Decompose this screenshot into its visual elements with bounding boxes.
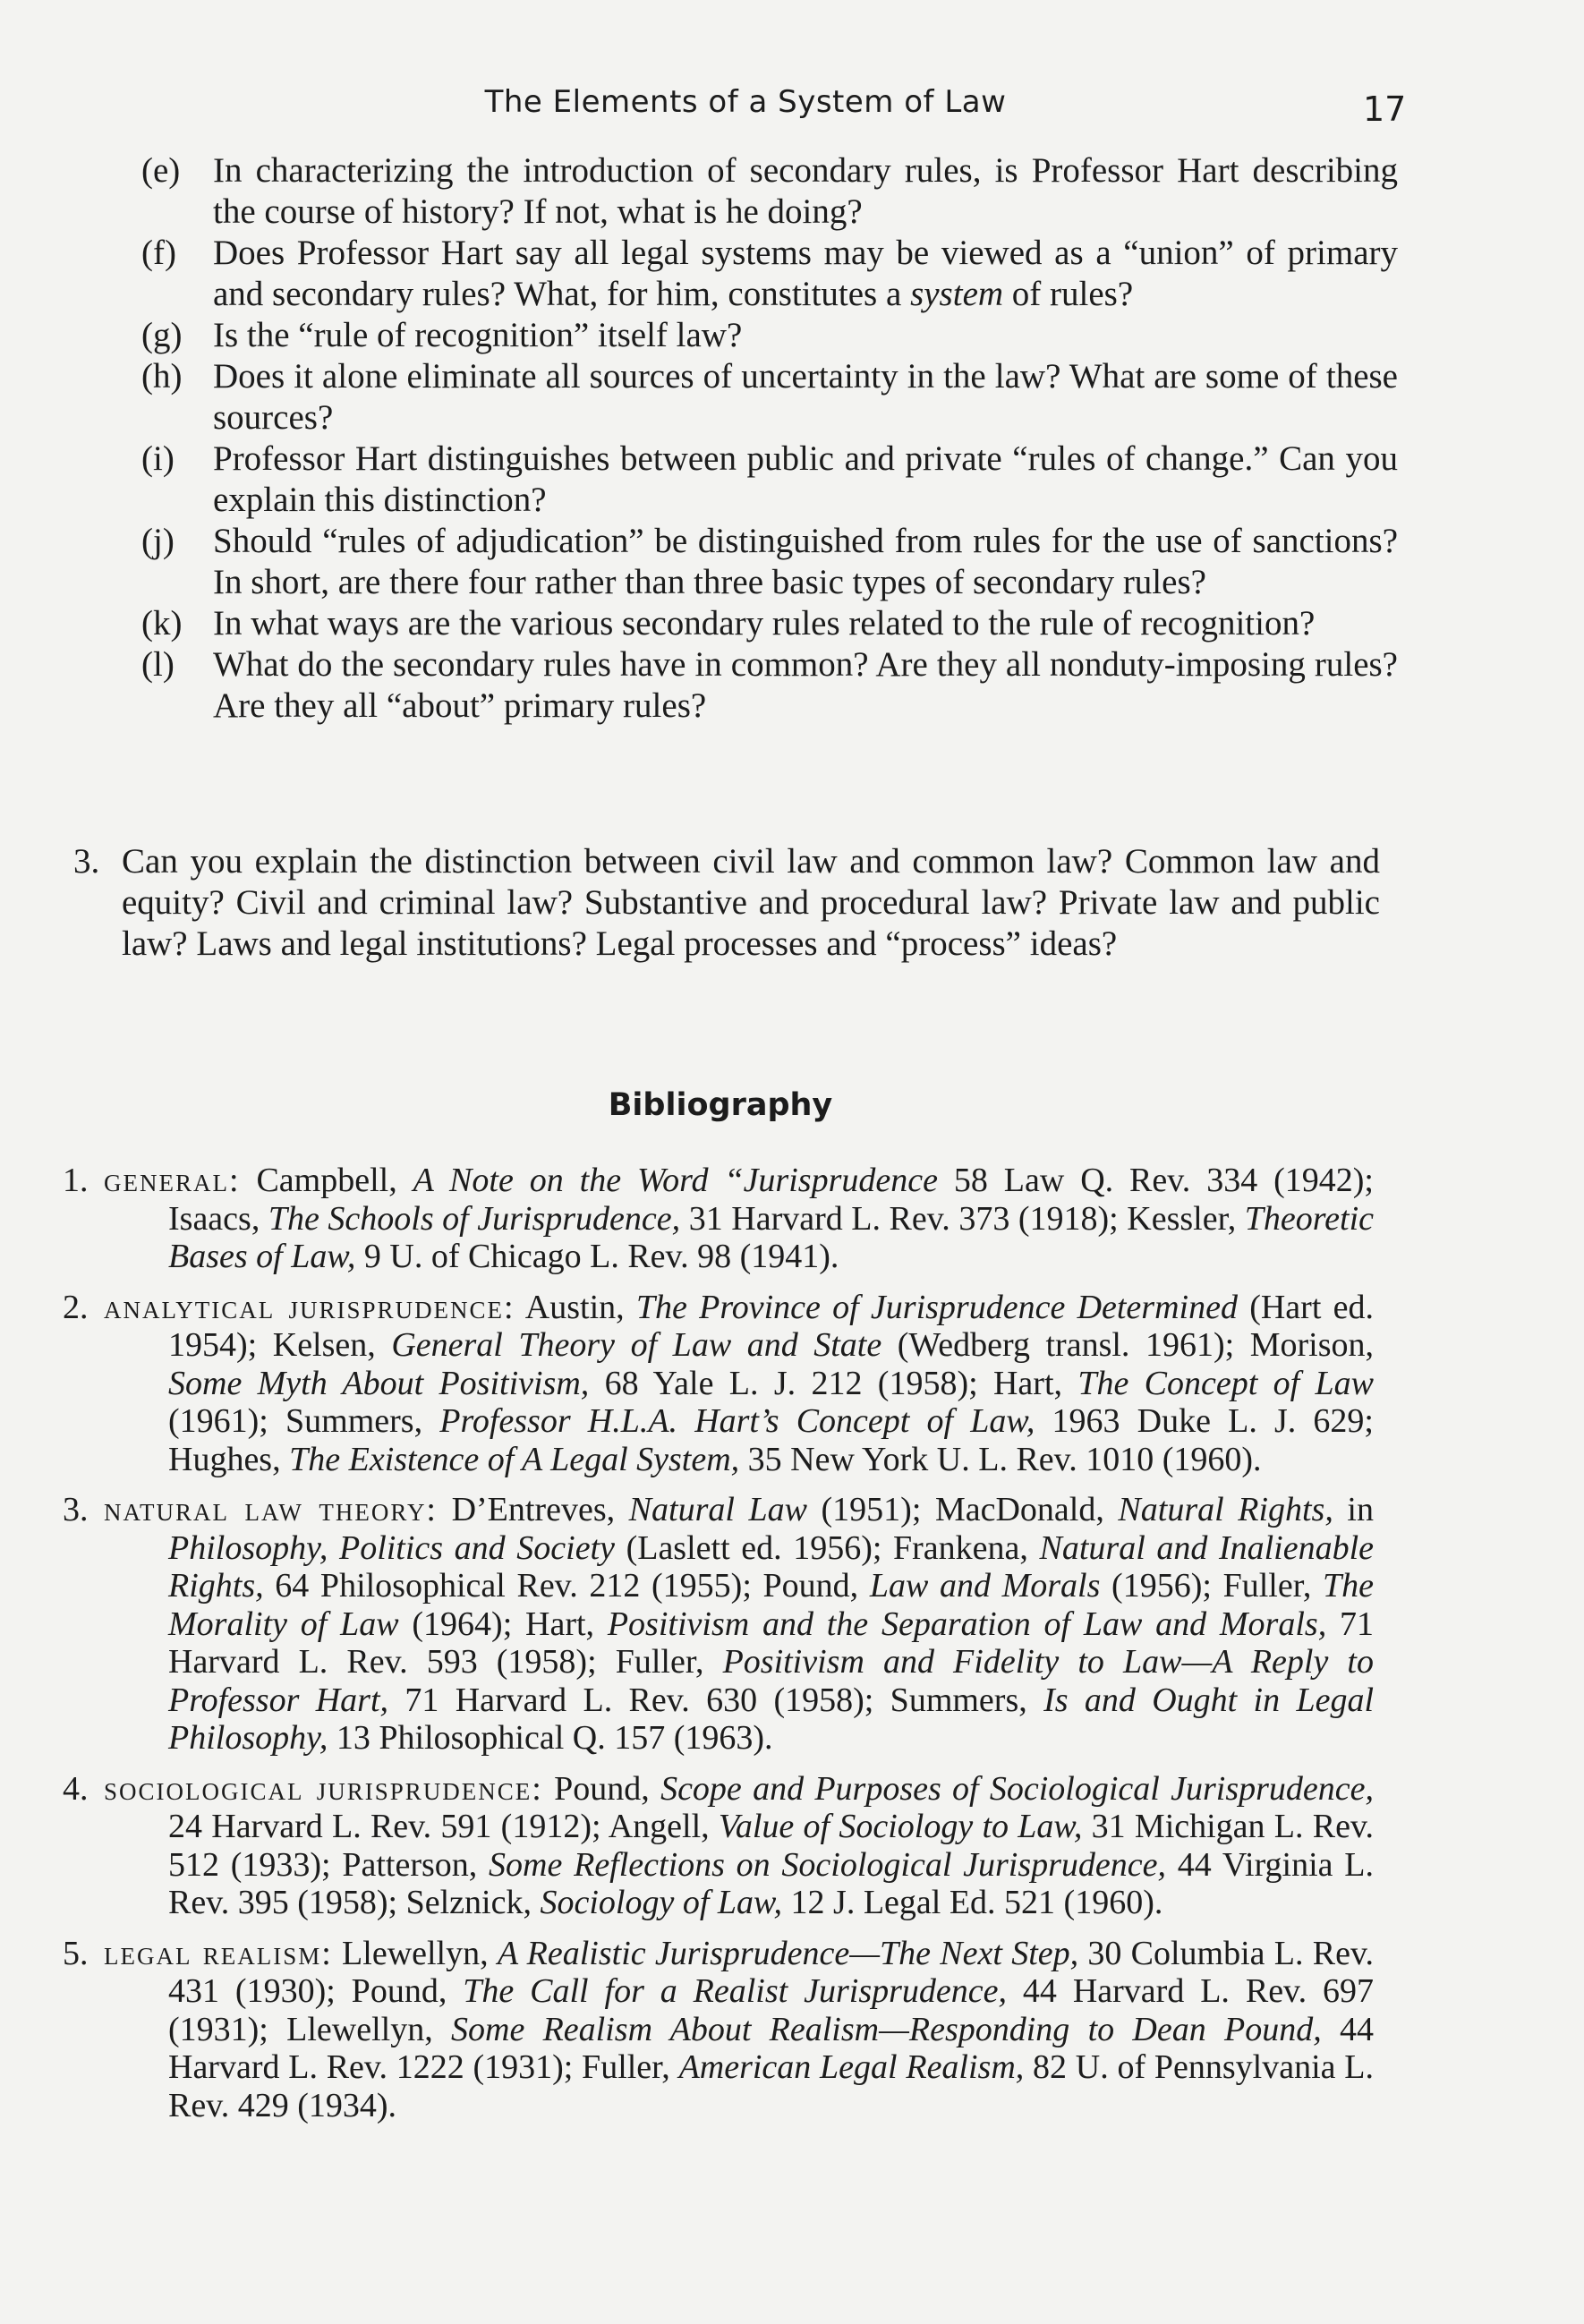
entry-text <box>63 1289 1374 1478</box>
question-text <box>213 603 1398 644</box>
italic-title: The Existence of A Legal System, <box>289 1440 740 1478</box>
entry-category: analytical jurisprudence: <box>104 1288 515 1326</box>
italic-title: Some Myth About Positivism, <box>168 1364 590 1402</box>
italic-title: The Call for a Realist Jurisprudence, <box>463 1972 1008 2010</box>
text-segment: Campbell, <box>240 1162 413 1199</box>
bibliography-entry <box>63 1491 1374 1758</box>
entry-category: general: <box>104 1162 241 1199</box>
text-segment: 1963 Duke L. J. 629; Hughes, <box>168 1402 1374 1478</box>
entry-category: sociological jurisprudence: <box>104 1769 543 1808</box>
italic-title: Natural Rights, <box>1118 1491 1333 1528</box>
text-segment: 30 Columbia L. Rev. 431 (1930); Pound, <box>168 1934 1374 2010</box>
italic-title: The Schools of Jurisprudence, <box>268 1199 681 1238</box>
question-label: (k) <box>141 604 183 643</box>
text-segment: In what ways are the various secondary rules related to the rule of recognition? <box>213 604 1316 643</box>
text-segment: 44 Harvard L. Rev. 1222 (1931); Fuller, <box>168 2010 1374 2086</box>
text-segment: 68 Yale L. J. 212 (1958); Hart, <box>589 1364 1078 1402</box>
text-segment: (Laslett ed. 1956); Frankena, <box>614 1528 1040 1567</box>
question-label: (j) <box>141 522 175 560</box>
italic-title: American Legal Realism, <box>678 2048 1025 2086</box>
text-segment: D’Entreves, <box>438 1491 629 1528</box>
bibliography-entry <box>63 1162 1374 1276</box>
text-segment: 12 J. Legal Ed. 521 (1960). <box>782 1884 1163 1921</box>
italic-title: A Realistic Jurisprudence—The Next Step, <box>497 1934 1079 1972</box>
text-segment: (1951); MacDonald, <box>806 1491 1119 1528</box>
italic-title: The Concept of Law <box>1077 1364 1375 1402</box>
question-label: (f) <box>141 234 176 272</box>
italic-title: Professor H.L.A. Hart’s Concept of Law, <box>439 1402 1035 1440</box>
bibliography-entry <box>63 1289 1374 1479</box>
text-segment: 82 U. of Pennsylvania L. Rev. 429 (1934). <box>168 2048 1374 2124</box>
text-segment: Can you explain the distinction between civil law and common law? Common law and equity? Civil and criminal law? Substantive and procedural law? Private law and public law? Laws and legal institutions? Legal processes and “process” ideas? <box>122 842 1380 963</box>
question-label: (i) <box>141 439 175 478</box>
italic-title: Positivism and the Separation of Law and Morals, <box>607 1605 1327 1643</box>
question-item <box>134 521 1398 603</box>
question-label: (e) <box>141 151 181 190</box>
question-text <box>213 438 1398 521</box>
bibliography-entry <box>63 1770 1374 1922</box>
italic-title: Scope and Purposes of Sociological Jurisprudence, <box>660 1769 1375 1808</box>
question-text <box>213 521 1398 603</box>
question-item <box>134 644 1398 727</box>
text-segment: 31 Michigan L. Rev. 512 (1933); Patterson, <box>168 1808 1375 1884</box>
entry-number: 3. <box>63 1491 89 1528</box>
question-text <box>213 150 1398 233</box>
question-label: (g) <box>141 316 183 354</box>
question-list <box>134 150 1398 727</box>
question-label: (h) <box>141 357 183 396</box>
question-item <box>134 438 1398 521</box>
question-item <box>134 603 1398 644</box>
italic-title: Natural and Inalienable Rights, <box>168 1528 1374 1605</box>
text-segment: of rules? <box>1003 275 1134 313</box>
entry-number: 5. <box>63 1934 89 1972</box>
italic-title: Value of Sociology to Law, <box>718 1808 1083 1845</box>
text-segment: (1961); Summers, <box>168 1402 440 1440</box>
italic-title: Some Reflections on Sociological Jurisprudence, <box>489 1845 1167 1884</box>
bibliography-heading: Bibliography <box>608 1087 833 1123</box>
text-segment: 44 Virginia L. Rev. 395 (1958); Selznick, <box>168 1845 1374 1921</box>
text-segment: 58 Law Q. Rev. 334 (1942); Isaacs, <box>168 1162 1374 1238</box>
italic-title: General Theory of Law and State <box>391 1326 882 1364</box>
italic-title: system <box>910 275 1004 313</box>
text-segment: (1956); Fuller, <box>1100 1567 1323 1605</box>
text-segment: Should “rules of adjudication” be distinguished from rules for the use of sanctions? In short, are there four rather than three basic types of secondary rules? <box>213 522 1398 601</box>
question-text <box>213 233 1398 315</box>
entry-text <box>63 1935 1374 2124</box>
entry-text <box>63 1770 1374 1922</box>
text-segment: 24 Harvard L. Rev. 591 (1912); Angell, <box>168 1808 719 1845</box>
question-item <box>134 233 1398 315</box>
italic-title: Natural Law <box>628 1491 807 1528</box>
question-text <box>213 315 1398 356</box>
text-segment: In characterizing the introduction of secondary rules, is Professor Hart describing the course of history? If not, what is he doing? <box>213 151 1398 231</box>
italic-title: The Province of Jurisprudence Determined <box>635 1288 1238 1326</box>
bibliography-list <box>63 1162 1374 2137</box>
question-text <box>213 644 1398 727</box>
entry-text <box>63 1491 1374 1757</box>
text-segment: (Wedberg transl. 1961); Morison, <box>881 1326 1375 1364</box>
text-segment: 13 Philosophical Q. 157 (1963). <box>328 1719 773 1757</box>
question-3 <box>73 841 1380 965</box>
text-segment: Austin, <box>515 1288 636 1326</box>
italic-title: The Morality of Law <box>168 1567 1374 1643</box>
text-segment: (1964); Hart, <box>398 1605 608 1643</box>
text-segment: Professor Hart distinguishes between public and private “rules of change.” Can you explain this distinction? <box>213 439 1398 519</box>
bibliography-entry <box>63 1935 1374 2125</box>
text-segment: Does Professor Hart say all legal systems may be viewed as a “union” of primary and secondary rules? What, for him, constitutes a <box>213 234 1398 313</box>
question-item <box>134 150 1398 233</box>
italic-title: Is and Ought in Legal Philosophy, <box>168 1681 1375 1757</box>
question-item <box>134 315 1398 356</box>
text-segment: in <box>1333 1491 1374 1528</box>
text-segment: Does it alone eliminate all sources of uncertainty in the law? What are some of these sources? <box>213 357 1398 437</box>
entry-number: 1. <box>63 1162 89 1199</box>
text-segment: 64 Philosophical Rev. 212 (1955); Pound, <box>263 1567 870 1605</box>
question-label: (l) <box>141 645 175 684</box>
text-segment: 44 Harvard L. Rev. 697 (1931); Llewellyn, <box>168 1972 1374 2048</box>
running-header: The Elements of a System of Law <box>484 84 1007 120</box>
italic-title: Law and Morals <box>869 1567 1101 1605</box>
text-segment: What do the secondary rules have in common? Are they all nonduty-imposing rules? Are they all “about” primary rules? <box>213 645 1398 725</box>
italic-title: A Note on the Word “Jurisprudence <box>413 1162 938 1199</box>
question-label: 3. <box>73 842 100 881</box>
question-text <box>213 356 1398 438</box>
entry-category: legal realism: <box>104 1934 333 1972</box>
text-segment: Pound, <box>542 1769 661 1808</box>
question-item <box>134 356 1398 438</box>
italic-title: Theoretic Bases of Law, <box>168 1199 1374 1275</box>
text-segment: Is the “rule of recognition” itself law? <box>213 316 743 354</box>
text-segment: 31 Harvard L. Rev. 373 (1918); Kessler, <box>680 1199 1245 1238</box>
italic-title: Sociology of Law, <box>540 1884 783 1921</box>
question-text <box>122 841 1380 965</box>
italic-title: Philosophy, Politics and Society <box>168 1528 615 1567</box>
page-number: 17 <box>1363 89 1407 129</box>
text-segment: Llewellyn, <box>332 1934 498 1972</box>
text-segment: 9 U. of Chicago L. Rev. 98 (1941). <box>355 1238 839 1275</box>
entry-number: 2. <box>63 1288 89 1326</box>
text-segment: 71 Harvard L. Rev. 630 (1958); Summers, <box>388 1681 1044 1719</box>
italic-title: Positivism and Fidelity to Law—A Reply to Professor Hart, <box>168 1643 1374 1719</box>
text-segment: 71 Harvard L. Rev. 593 (1958); Fuller, <box>168 1605 1374 1681</box>
entry-category: natural law theory: <box>104 1491 438 1528</box>
entry-number: 4. <box>63 1769 89 1808</box>
text-segment: 35 New York U. L. Rev. 1010 (1960). <box>739 1440 1262 1478</box>
text-segment: (Hart ed. 1954); Kelsen, <box>168 1288 1374 1364</box>
italic-title: Some Realism About Realism—Responding to Dean Pound, <box>451 2010 1322 2048</box>
entry-text <box>63 1162 1374 1275</box>
